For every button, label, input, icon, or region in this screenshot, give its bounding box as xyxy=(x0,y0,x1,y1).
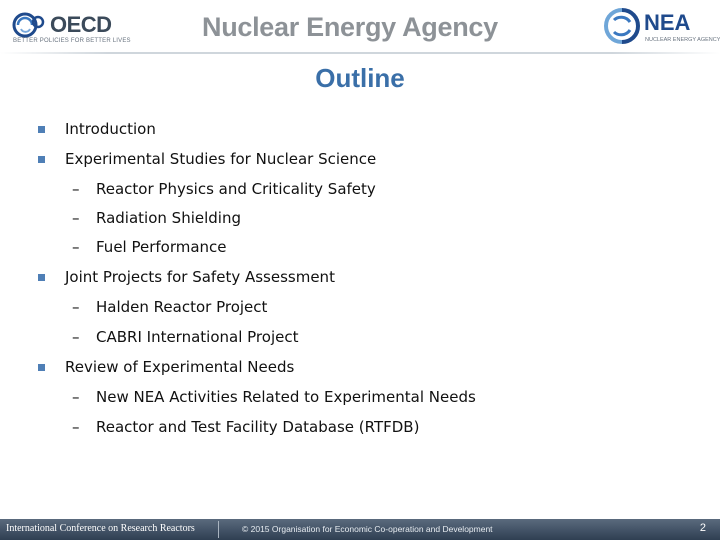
oecd-tagline: BETTER POLICIES FOR BETTER LIVES xyxy=(13,38,131,44)
outline-item-text: Experimental Studies for Nuclear Science xyxy=(65,150,377,168)
outline-item-text: Review of Experimental Needs xyxy=(65,358,295,376)
square-bullet-icon xyxy=(38,364,45,371)
square-bullet-icon xyxy=(38,156,45,163)
outline-item-text: Joint Projects for Safety Assessment xyxy=(65,268,335,286)
outline-item-text: Fuel Performance xyxy=(96,238,227,256)
dash-bullet-icon: – xyxy=(72,238,80,256)
outline-item-text: New NEA Activities Related to Experimental Needs xyxy=(96,388,476,406)
dash-bullet-icon: – xyxy=(72,180,80,198)
slide-title: Outline xyxy=(315,63,405,93)
conference-name: International Conference on Research Reactors xyxy=(6,523,195,534)
dash-bullet-icon: – xyxy=(72,388,80,406)
oecd-logo xyxy=(12,10,142,46)
footer-divider xyxy=(218,521,219,538)
page-number: 2 xyxy=(699,522,706,534)
dash-bullet-icon: – xyxy=(72,418,80,436)
dash-bullet-icon: – xyxy=(72,328,80,346)
nea-logo xyxy=(602,6,720,48)
agency-title: Nuclear Energy Agency xyxy=(202,12,498,42)
outline-item-text: Halden Reactor Project xyxy=(96,298,268,316)
copyright-notice: © 2015 Organisation for Economic Co-operation and Development xyxy=(242,524,493,534)
nea-tagline: NUCLEAR ENERGY AGENCY xyxy=(645,37,720,43)
outline-item-text: Radiation Shielding xyxy=(96,209,241,227)
nea-wordmark: NEA xyxy=(644,10,691,35)
outline-item-text: Introduction xyxy=(65,120,156,138)
slide-header xyxy=(0,0,720,58)
header-divider xyxy=(0,52,720,54)
dash-bullet-icon: – xyxy=(72,209,80,227)
outline-item-text: Reactor and Test Facility Database (RTFDB) xyxy=(96,418,420,436)
nea-emblem-icon xyxy=(602,6,642,46)
square-bullet-icon xyxy=(38,126,45,133)
slide-footer xyxy=(0,519,720,540)
oecd-globe-icon xyxy=(12,12,46,38)
square-bullet-icon xyxy=(38,274,45,281)
dash-bullet-icon: – xyxy=(72,298,80,316)
outline-item-text: Reactor Physics and Criticality Safety xyxy=(96,180,376,198)
oecd-wordmark: OECD xyxy=(50,12,112,37)
outline-item-text: CABRI International Project xyxy=(96,328,299,346)
